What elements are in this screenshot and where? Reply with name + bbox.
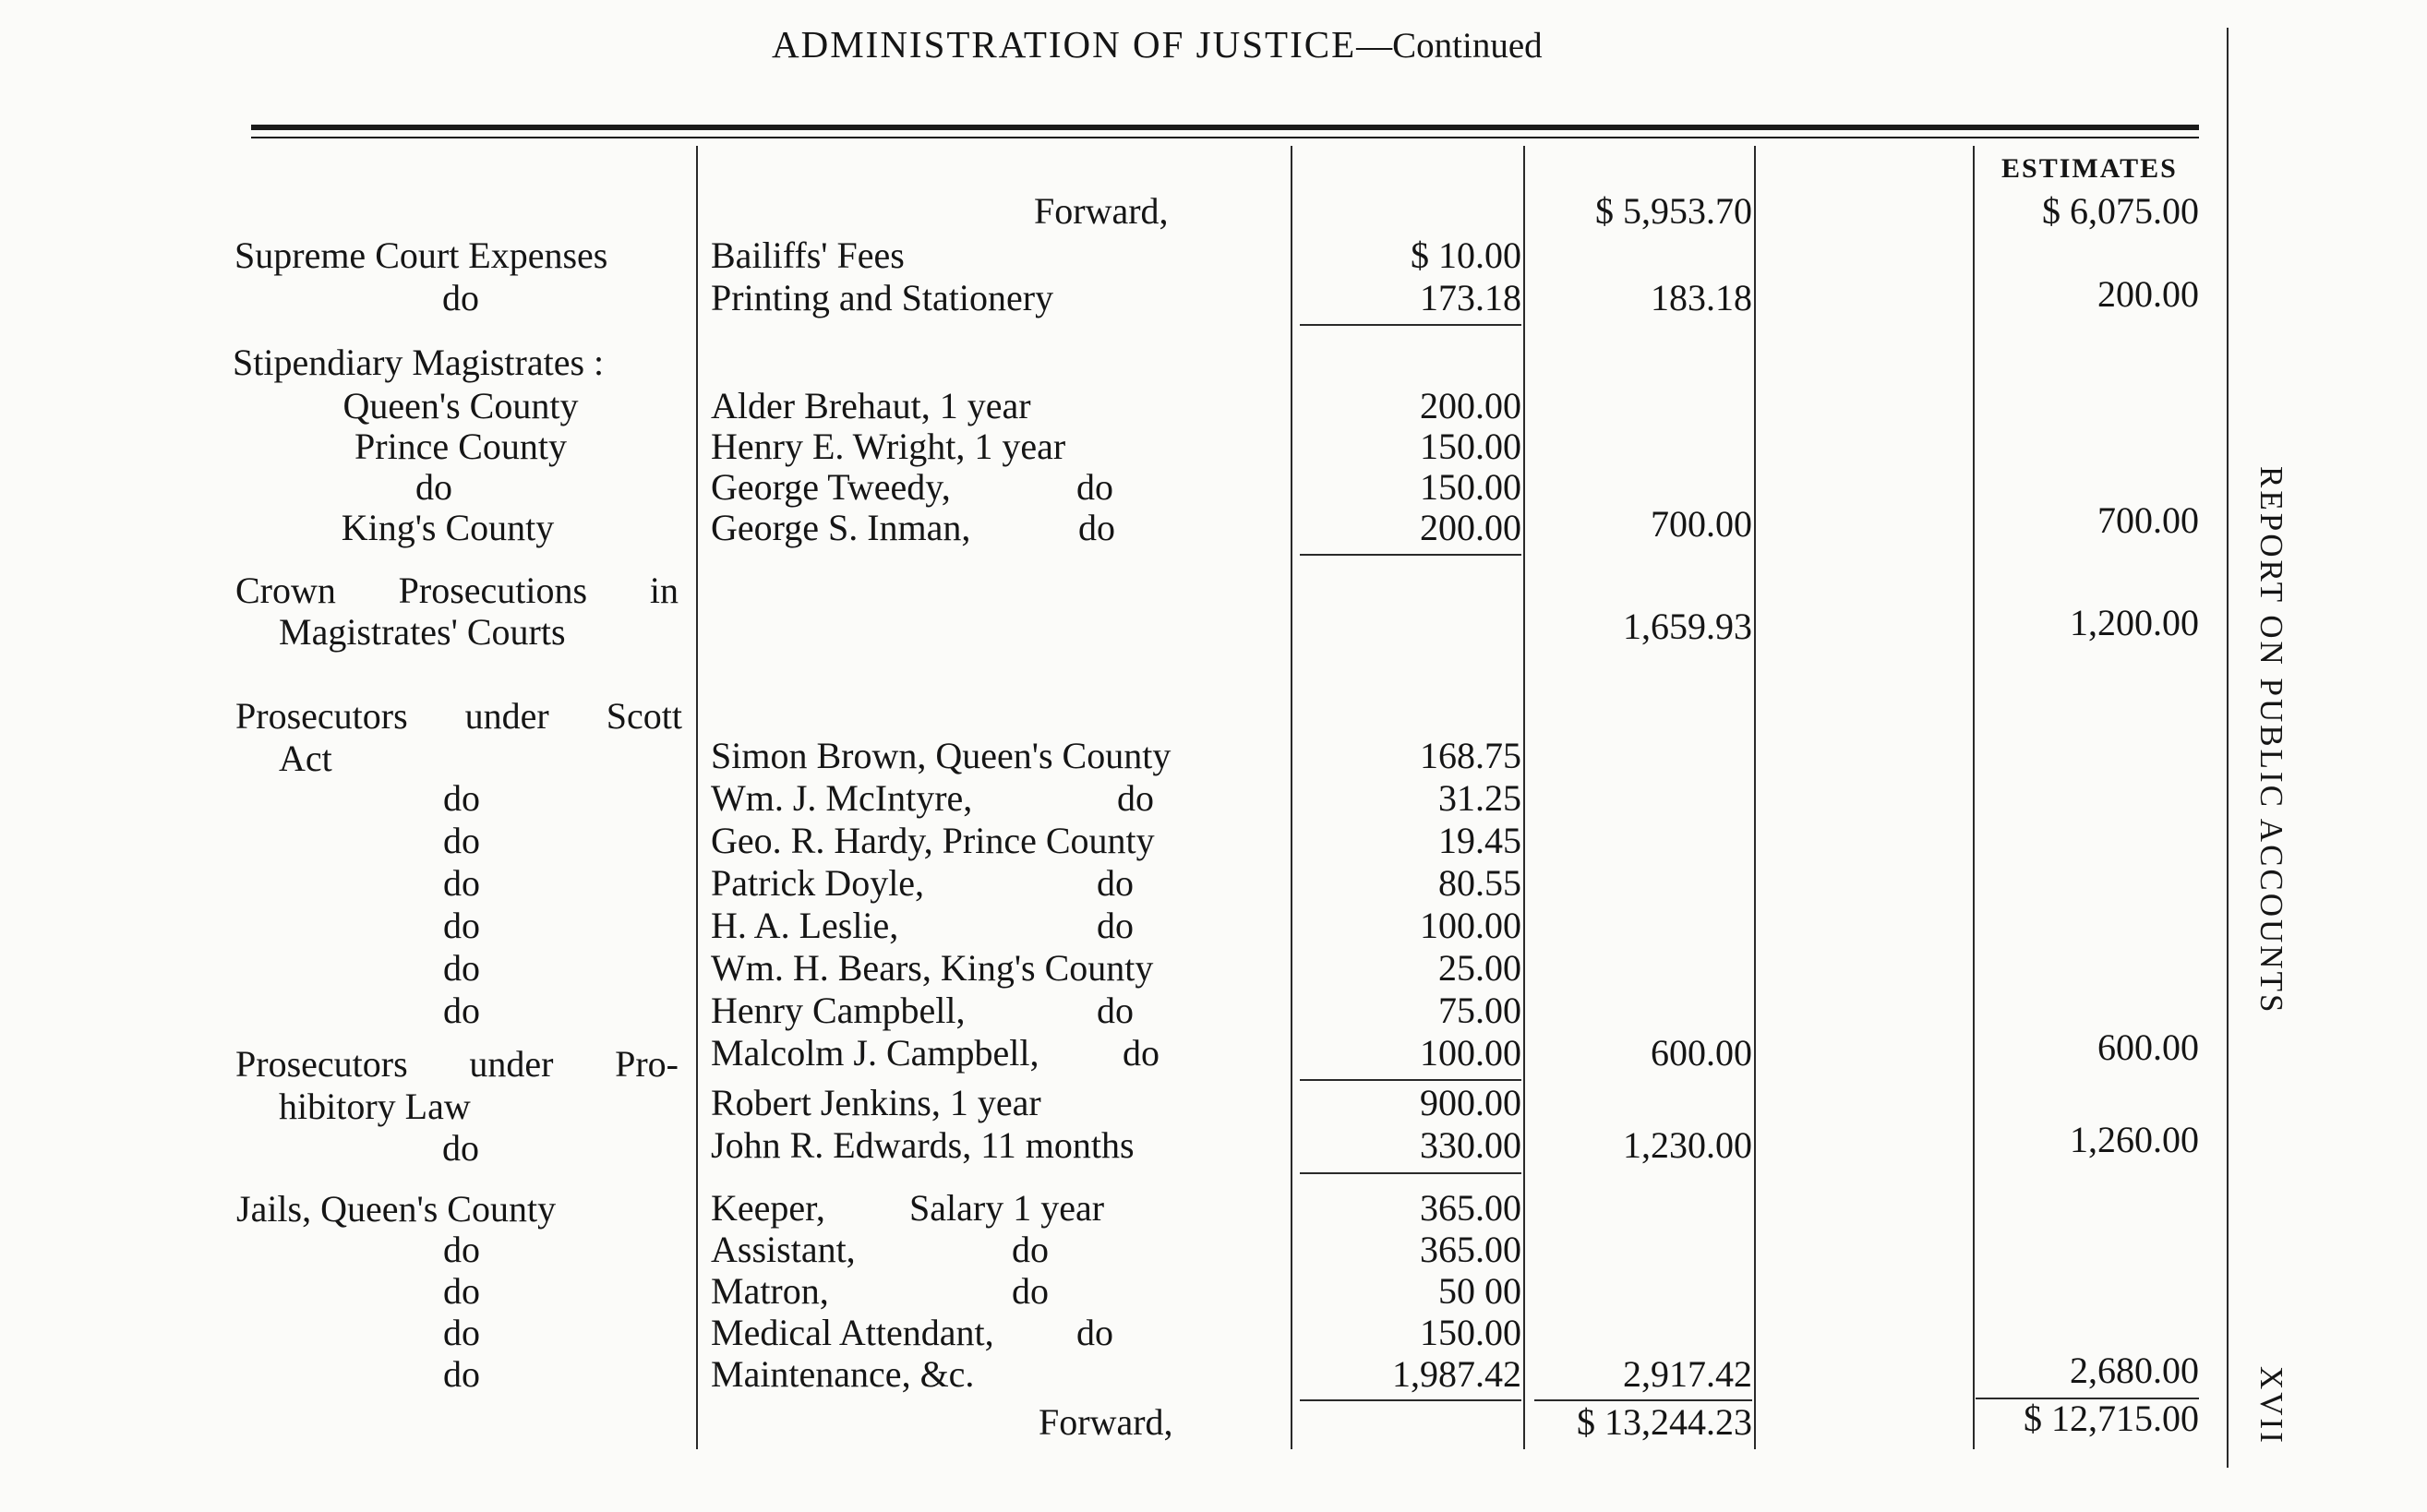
item-cell: Bailiffs' Fees <box>711 234 905 276</box>
subtotal-rule <box>1300 554 1521 556</box>
item-cell: Matron, <box>711 1270 829 1312</box>
item-cell: Malcolm J. Campbell, <box>711 1032 1039 1074</box>
item-cell: Alder Brehaut, 1 year <box>711 385 1031 426</box>
amount-cell: 1,987.42 <box>1392 1353 1521 1395</box>
item-cell: Robert Jenkins, 1 year <box>711 1082 1041 1123</box>
amount-cell: 25.00 <box>1438 947 1521 989</box>
col-rule-2 <box>1291 146 1292 1449</box>
item-cell: John R. Edwards, 11 months <box>711 1124 1135 1166</box>
service-cell: do <box>443 947 480 989</box>
item-cell: Maintenance, &c. <box>711 1353 975 1395</box>
total-cell: 183.18 <box>1651 277 1752 318</box>
item-cell: Assistant, <box>711 1229 856 1270</box>
service-cell: do <box>443 1353 480 1395</box>
subtotal-rule <box>1300 1172 1521 1174</box>
total-cell: 700.00 <box>1651 503 1752 545</box>
total-cell: 600.00 <box>1651 1032 1752 1074</box>
item-cell: Patrick Doyle, <box>711 862 925 904</box>
item-cell: Simon Brown, Queen's County <box>711 735 1171 776</box>
item-cell: George S. Inman, <box>711 507 971 548</box>
page-folio: XVII <box>2253 1366 2289 1446</box>
amount-cell: 150.00 <box>1420 1312 1521 1353</box>
service-cell: do <box>442 1127 479 1169</box>
item-do-cell: do <box>1097 905 1134 946</box>
service-cell: Act <box>279 738 332 779</box>
service-cell: do <box>443 862 480 904</box>
amount-cell: 200.00 <box>1420 385 1521 426</box>
col-rule-3 <box>1523 146 1525 1449</box>
estimate-cell: 1,260.00 <box>2070 1119 2199 1160</box>
col-rule-5 <box>1973 146 1975 1449</box>
service-cell: Jails, Queen's County <box>236 1188 557 1230</box>
total-cell: 1,659.93 <box>1623 606 1752 647</box>
item-do-cell: do <box>1123 1032 1159 1074</box>
forward-bottom-label: Forward, <box>1039 1401 1173 1443</box>
service-cell: do <box>443 777 480 819</box>
amount-cell: 80.55 <box>1438 862 1521 904</box>
item-do-cell: do <box>1117 777 1154 819</box>
amount-cell: $ 10.00 <box>1411 234 1521 276</box>
forward-bottom-estimate: $ 12,715.00 <box>2024 1398 2199 1439</box>
service-cell: hibitory Law <box>279 1086 471 1127</box>
header-thin-rule <box>251 137 2199 138</box>
estimate-cell: 200.00 <box>2097 273 2199 315</box>
page-title <box>772 22 1543 66</box>
estimate-cell: 1,200.00 <box>2070 602 2199 643</box>
estimates-header: ESTIMATES <box>2001 153 2178 184</box>
amount-cell: 100.00 <box>1420 905 1521 946</box>
service-cell: Prosecutors under Scott <box>235 695 682 737</box>
forward-top-total: $ 5,953.70 <box>1595 190 1752 232</box>
amount-cell: 150.00 <box>1420 426 1521 467</box>
item-cell: Henry Campbell, <box>711 990 966 1031</box>
service-cell: do <box>443 990 480 1031</box>
item-do-cell: do <box>1076 466 1113 508</box>
amount-cell: 365.00 <box>1420 1187 1521 1229</box>
item-mid-cell: Salary 1 year <box>909 1187 1105 1229</box>
item-cell: Keeper, <box>711 1187 825 1229</box>
service-cell: do <box>415 466 452 508</box>
service-cell: Crown Prosecutions in <box>235 570 679 611</box>
service-cell: Magistrates' Courts <box>279 611 566 653</box>
service-cell: Stipendiary Magistrates : <box>233 342 605 383</box>
total-cell: 2,917.42 <box>1623 1353 1752 1395</box>
item-cell: Henry E. Wright, 1 year <box>711 426 1066 467</box>
subtotal-rule <box>1300 1079 1521 1081</box>
item-cell: George Tweedy, <box>711 466 951 508</box>
amount-cell: 900.00 <box>1420 1082 1521 1123</box>
service-cell: do <box>443 820 480 861</box>
item-cell: Printing and Stationery <box>711 277 1054 318</box>
page-edge-rule <box>2227 28 2229 1468</box>
forward-top-estimate: $ 6,075.00 <box>2042 190 2199 232</box>
item-do-cell: do <box>1097 862 1134 904</box>
amount-cell: 100.00 <box>1420 1032 1521 1074</box>
amount-cell: 19.45 <box>1438 820 1521 861</box>
service-cell: Prosecutors under Pro- <box>235 1043 679 1085</box>
subtotal-rule <box>1300 324 1521 326</box>
amount-cell: 173.18 <box>1420 277 1521 318</box>
side-caption: REPORT ON PUBLIC ACCOUNTS <box>2253 466 2289 1015</box>
service-cell: Supreme Court Expenses <box>234 234 608 276</box>
col-rule-4 <box>1754 146 1756 1449</box>
estimate-cell: 2,680.00 <box>2070 1350 2199 1391</box>
service-cell: Prince County <box>354 426 567 467</box>
title-continued: —Continued <box>1356 26 1543 66</box>
service-cell: Queen's County <box>342 385 579 426</box>
item-cell: Geo. R. Hardy, Prince County <box>711 820 1155 861</box>
item-do-cell: do <box>1097 990 1134 1031</box>
amount-cell: 200.00 <box>1420 507 1521 548</box>
forward-top-label: Forward, <box>1034 190 1169 232</box>
item-cell: Wm. H. Bears, King's County <box>711 947 1154 989</box>
item-do-cell: do <box>1012 1270 1049 1312</box>
item-do-cell: do <box>1076 1312 1113 1353</box>
title-main: ADMINISTRATION OF JUSTICE <box>772 23 1357 66</box>
service-cell: do <box>443 905 480 946</box>
total-cell: 1,230.00 <box>1623 1124 1752 1166</box>
service-cell: King's County <box>341 507 555 548</box>
item-do-cell: do <box>1078 507 1115 548</box>
subtotal-rule <box>1300 1399 1521 1401</box>
col-rule-1 <box>696 146 698 1449</box>
amount-cell: 168.75 <box>1420 735 1521 776</box>
amount-cell: 50 00 <box>1438 1270 1521 1312</box>
amount-cell: 365.00 <box>1420 1229 1521 1270</box>
item-do-cell: do <box>1012 1229 1049 1270</box>
estimate-cell: 600.00 <box>2097 1026 2199 1068</box>
amount-cell: 330.00 <box>1420 1124 1521 1166</box>
forward-bottom-total: $ 13,244.23 <box>1577 1401 1752 1443</box>
service-cell: do <box>443 1312 480 1353</box>
amount-cell: 150.00 <box>1420 466 1521 508</box>
header-thick-rule <box>251 125 2199 130</box>
service-cell: do <box>443 1270 480 1312</box>
amount-cell: 75.00 <box>1438 990 1521 1031</box>
amount-cell: 31.25 <box>1438 777 1521 819</box>
estimate-cell: 700.00 <box>2097 499 2199 541</box>
item-cell: H. A. Leslie, <box>711 905 899 946</box>
item-cell: Wm. J. McIntyre, <box>711 777 973 819</box>
service-cell: do <box>442 277 479 318</box>
item-cell: Medical Attendant, <box>711 1312 994 1353</box>
service-cell: do <box>443 1229 480 1270</box>
